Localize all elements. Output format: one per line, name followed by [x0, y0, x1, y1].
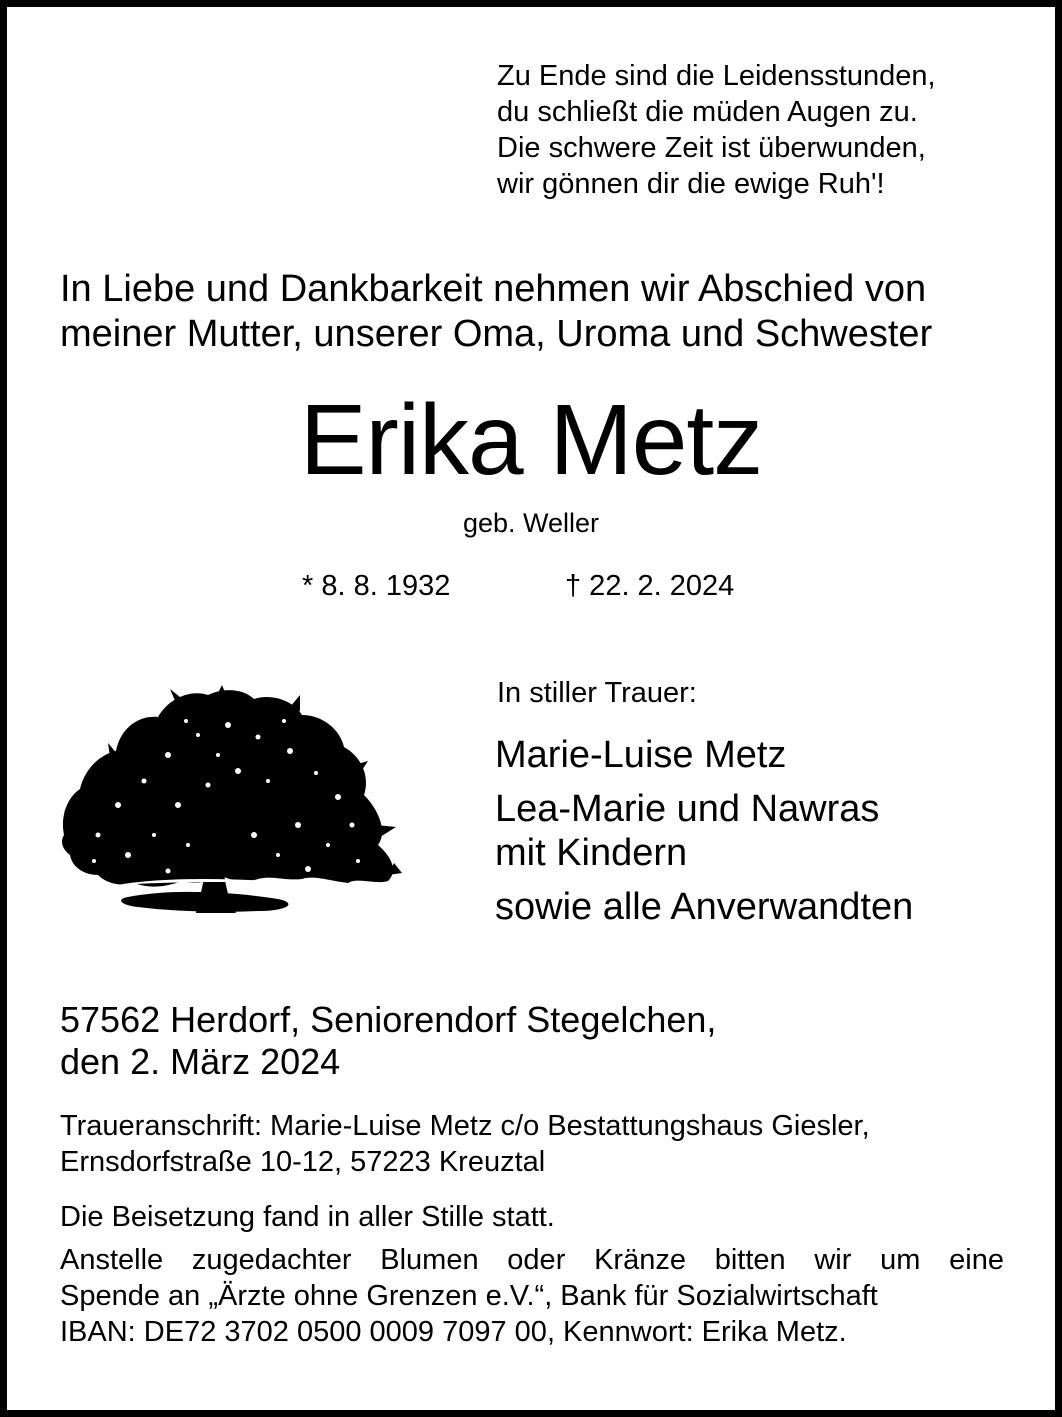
mourner-name: Lea-Marie und Nawras [495, 788, 880, 830]
mourner-name: Marie-Luise Metz [495, 734, 787, 776]
poem-line: Zu Ende sind die Leidensstunden, [497, 60, 936, 92]
poem-line: Die schwere Zeit ist überwunden, [497, 132, 926, 164]
donation-line: Spende an „Ärzte ohne Grenzen e.V.“, Bank für Sozialwirtschaft [60, 1280, 878, 1312]
birth-date: * 8. 8. 1932 [302, 570, 451, 602]
maiden-name: geb. Weller [462, 508, 600, 538]
date-line: den 2. März 2024 [60, 1041, 341, 1082]
mourning-address [60, 1108, 1010, 1180]
poem-line: du schließt die müden Augen zu. [497, 96, 918, 128]
mourners-list [495, 733, 1035, 929]
donation-request [60, 1242, 1004, 1350]
tree-icon [58, 685, 403, 920]
place-date [60, 999, 1030, 1083]
mourner-name: sowie alle Anverwandten [495, 886, 914, 928]
donation-line: IBAN: DE72 3702 0500 0009 7097 00, Kennwort: Erika Metz. [60, 1316, 847, 1348]
mourning-label: In stiller Trauer: [497, 677, 697, 709]
burial-note: Die Beisetzung fand in aller Stille statt. [60, 1201, 555, 1233]
place-line: 57562 Herdorf, Seniorendorf Stegelchen, [60, 999, 717, 1040]
intro-line: In Liebe und Dankbarkeit nehmen wir Abschied von [60, 268, 927, 310]
intro-text [60, 267, 1030, 357]
death-date: † 22. 2. 2024 [565, 570, 735, 602]
deceased-name: Erika Metz [299, 384, 763, 496]
poem [497, 58, 1037, 202]
mourner-name: mit Kindern [495, 832, 688, 874]
intro-line: meiner Mutter, unserer Oma, Uroma und Schwester [60, 313, 933, 355]
donation-line: Anstelle zugedachter Blumen oder Kränze bitten wir um eine [60, 1244, 1004, 1276]
poem-line: wir gönnen dir die ewige Ruh'! [497, 168, 885, 200]
address-line: Traueranschrift: Marie-Luise Metz c/o Bestattungshaus Giesler, [60, 1110, 870, 1142]
address-line: Ernsdorfstraße 10-12, 57223 Kreuztal [60, 1146, 546, 1178]
